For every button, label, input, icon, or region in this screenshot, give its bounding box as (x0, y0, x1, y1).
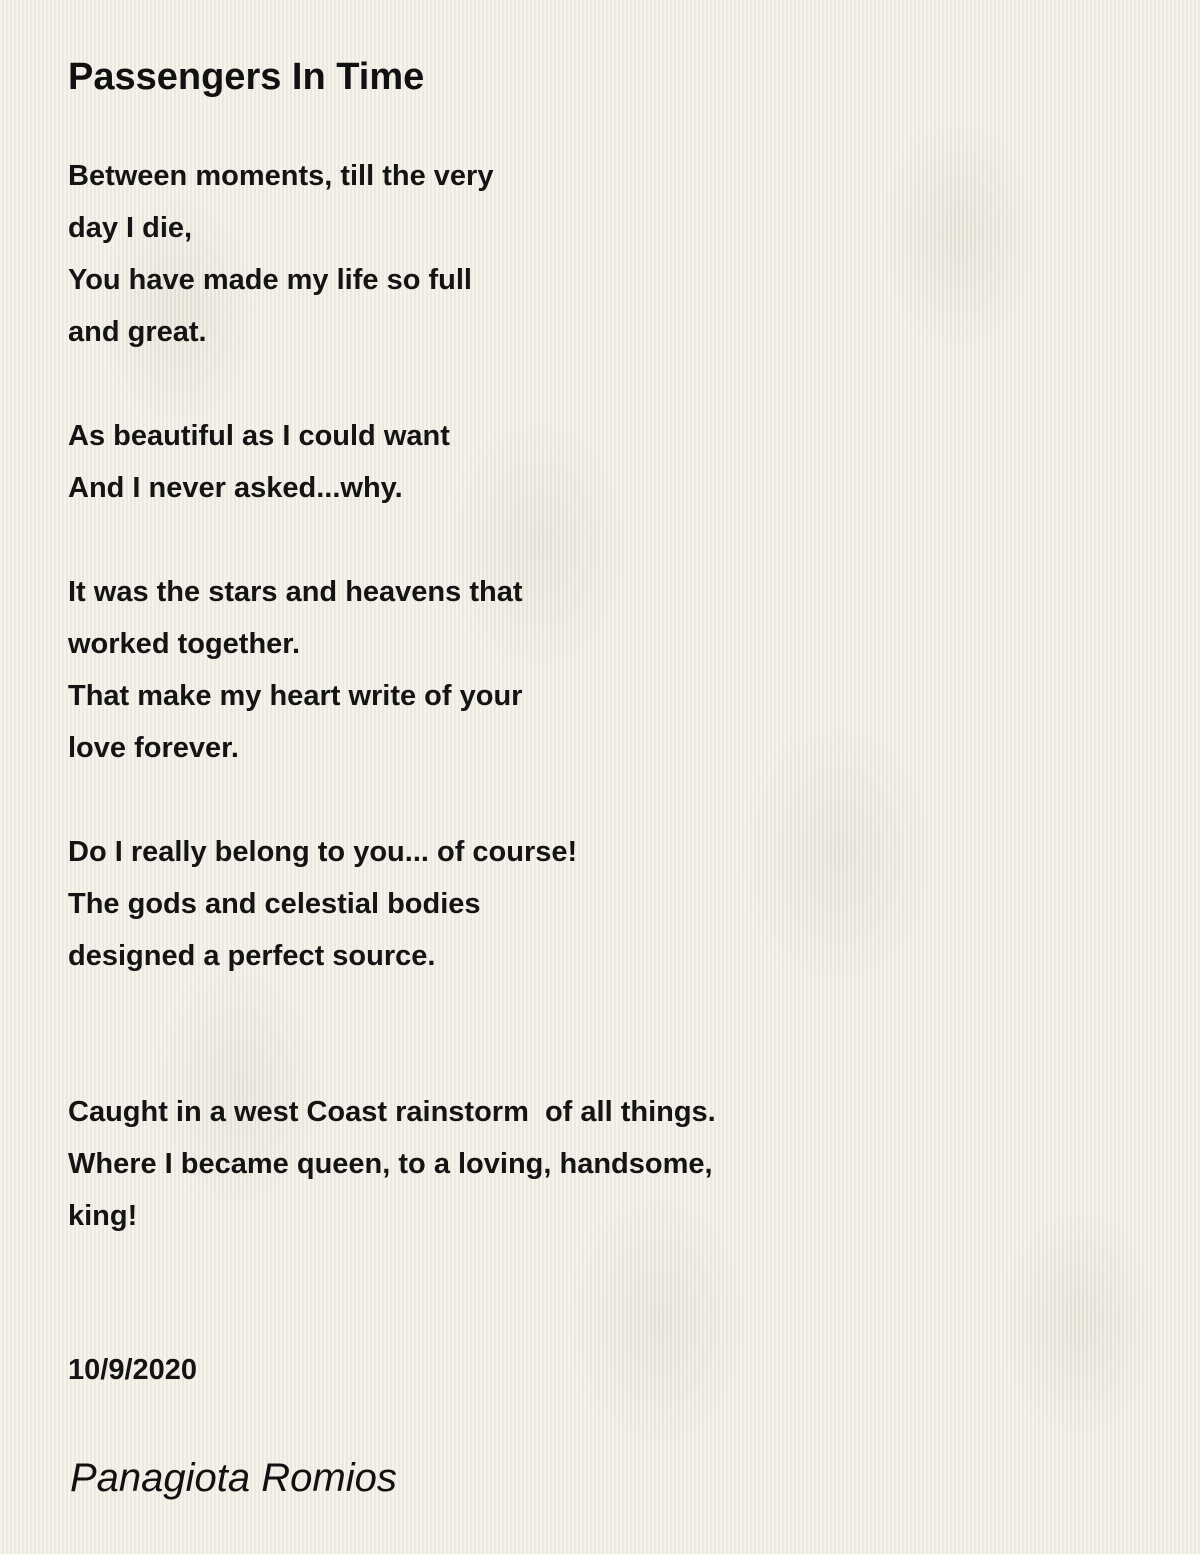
poem-line: That make my heart write of your (68, 680, 523, 712)
poem-line-blank (68, 982, 1148, 1034)
poem-body (68, 150, 1148, 1242)
poem-author: Panagiota Romios (70, 1456, 397, 1500)
poem-line: day I die, (68, 212, 193, 244)
poem-line: Where I became queen, to a loving, handsome, (68, 1148, 713, 1180)
poem-title: Passengers In Time (68, 56, 425, 98)
poem-line-blank (68, 774, 1148, 826)
poem-line: Between moments, till the very (68, 160, 494, 192)
poem-line: Caught in a west Coast rainstorm of all things. (68, 1096, 716, 1128)
poem-line: And I never asked...why. (68, 472, 403, 504)
poem-line: The gods and celestial bodies (68, 888, 481, 920)
poem-date: 10/9/2020 (68, 1354, 198, 1386)
poem-line-blank (68, 1034, 1148, 1086)
poem-line: and great. (68, 316, 207, 348)
poem-line: king! (68, 1200, 138, 1232)
poem-line: You have made my life so full (68, 264, 472, 296)
poem-line-blank (68, 358, 1148, 410)
poem-line: Do I really belong to you... of course! (68, 836, 578, 868)
poem-line: designed a perfect source. (68, 940, 436, 972)
poem-line: As beautiful as I could want (68, 420, 450, 452)
poem-line: It was the stars and heavens that (68, 576, 523, 608)
poem-line: worked together. (68, 628, 301, 660)
poem-line: love forever. (68, 732, 239, 764)
poem-line-blank (68, 514, 1148, 566)
poem-container (68, 48, 1148, 1242)
